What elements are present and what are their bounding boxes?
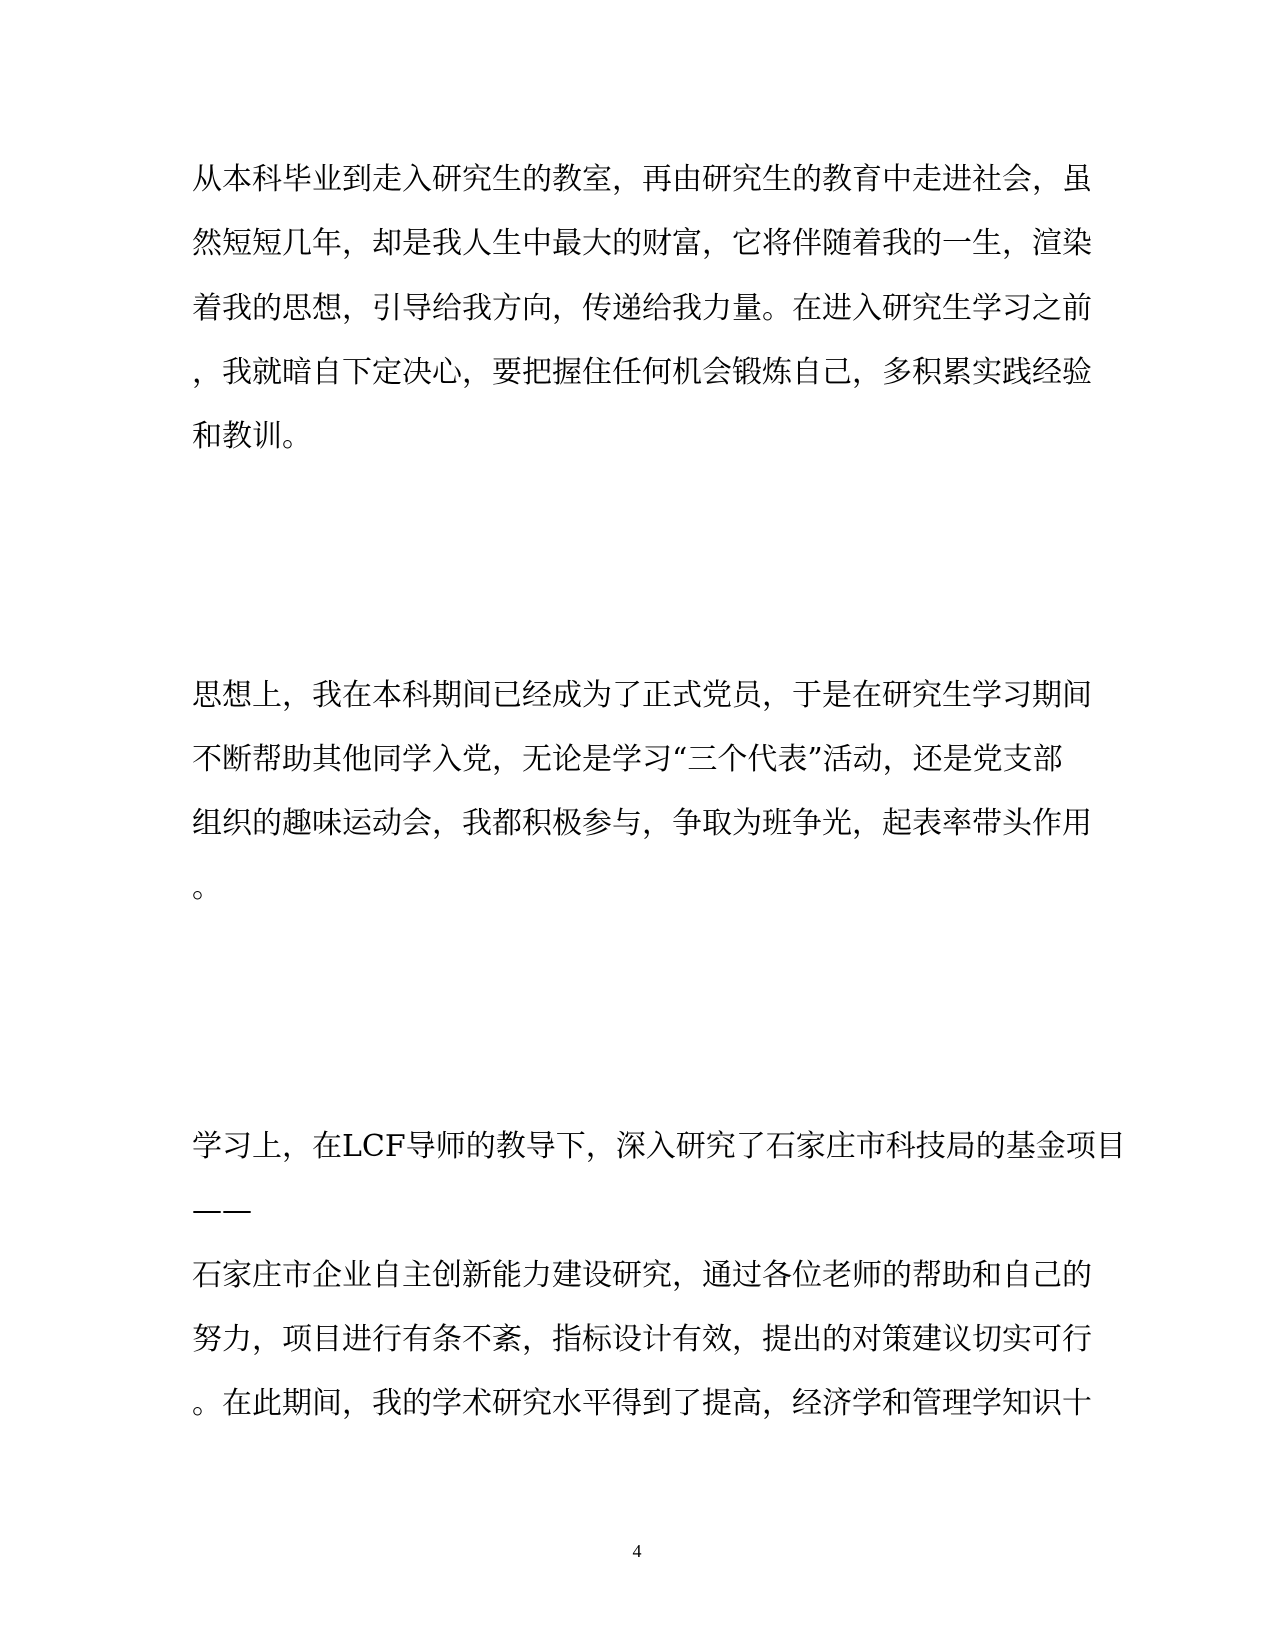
- page-number: 4: [632, 1541, 642, 1561]
- paragraph-1-line-2: 然短短几年，却是我人生中最大的财富，它将伴随着我的一生，渲染: [192, 226, 1092, 261]
- paragraph-2-line-1: 思想上，我在本科期间已经成为了正式党员，于是在研究生学习期间: [192, 678, 1092, 713]
- paragraph-3-line-5: 。在此期间，我的学术研究水平得到了提高，经济学和管理学知识十: [192, 1386, 1092, 1421]
- paragraph-3-line-3: 石家庄市企业自主创新能力建设研究，通过各位老师的帮助和自己的: [192, 1258, 1092, 1293]
- paragraph-1-line-5: 和教训。: [192, 419, 312, 454]
- paragraph-3-line-4: 努力，项目进行有条不紊，指标设计有效，提出的对策建议切实可行: [192, 1322, 1092, 1357]
- paragraph-3-line-1: 学习上，在LCF导师的教导下，深入研究了石家庄市科技局的基金项目: [192, 1129, 1126, 1164]
- paragraph-2-line-2: 不断帮助其他同学入党，无论是学习“三个代表”活动，还是党支部: [192, 742, 1063, 777]
- paragraph-3-line-2: ——: [192, 1193, 252, 1228]
- paragraph-2-line-3: 组织的趣味运动会，我都积极参与，争取为班争光，起表率带头作用: [192, 806, 1092, 841]
- paragraph-1-line-4: ，我就暗自下定决心，要把握住任何机会锻炼自己，多积累实践经验: [192, 355, 1092, 390]
- paragraph-1-line-3: 着我的思想，引导给我方向，传递给我力量。在进入研究生学习之前: [192, 291, 1092, 326]
- paragraph-1-line-1: 从本科毕业到走入研究生的教室，再由研究生的教育中走进社会，虽: [192, 162, 1092, 197]
- paragraph-2-line-4: 。: [192, 870, 222, 905]
